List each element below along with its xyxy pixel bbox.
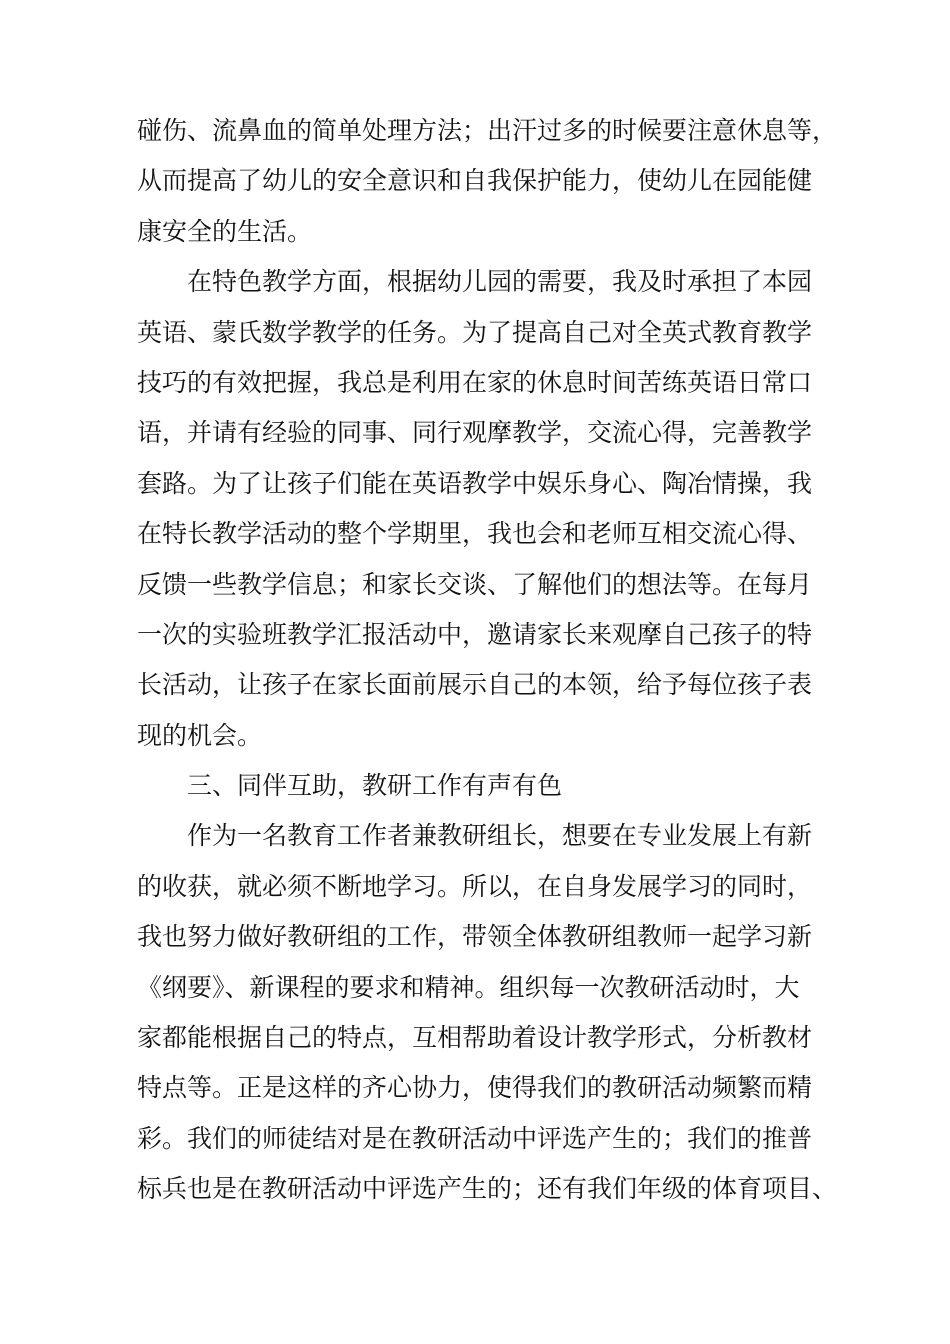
- text-line: 特点等。正是这样的齐心协力，使得我们的教研活动频繁而精: [137, 1073, 813, 1103]
- text-line: 现的机会。: [137, 720, 263, 750]
- text-line: 家都能根据自己的特点，互相帮助着设计教学形式，分析教材: [137, 1023, 813, 1053]
- text-line: 碰伤、流鼻血的简单处理方法；出汗过多的时候要注意休息等，: [137, 116, 838, 145]
- text-line: 语，并请有经验的同事、同行观摩教学，交流心得，完善教学: [137, 418, 813, 448]
- paragraph-start-line: 在特色教学方面，根据幼儿园的需要，我及时承担了本园: [187, 267, 813, 297]
- text-line: 的收获，就必须不断地学习。所以，在自身发展学习的同时，: [137, 871, 813, 901]
- paragraph-start-line: 作为一名教育工作者兼教研组长，想要在专业发展上有新: [187, 821, 813, 851]
- text-line: 在特长教学活动的整个学期里，我也会和老师互相交流心得、: [137, 519, 813, 549]
- text-line: 技巧的有效把握，我总是利用在家的休息时间苦练英语日常口: [137, 367, 813, 397]
- section-heading: 三、同伴互助，教研工作有声有色: [187, 771, 563, 801]
- text-line: 英语、蒙氏数学教学的任务。为了提高自己对全英式教育教学: [137, 317, 813, 347]
- text-line: 《纲要》、新课程的要求和精神。组织每一次教研活动时，大: [137, 972, 800, 1002]
- text-line: 从而提高了幼儿的安全意识和自我保护能力，使幼儿在园能健: [137, 166, 813, 196]
- text-line: 反馈一些教学信息；和家长交谈、了解他们的想法等。在每月: [137, 569, 813, 599]
- text-line: 康安全的生活。: [137, 216, 313, 246]
- text-line: 长活动，让孩子在家长面前展示自己的本领，给予每位孩子表: [137, 670, 813, 700]
- text-line: 彩。我们的师徒结对是在教研活动中评选产生的；我们的推普: [137, 1123, 813, 1153]
- text-line: 套路。为了让孩子们能在英语教学中娱乐身心、陶冶情操，我: [137, 468, 813, 498]
- text-line: 我也努力做好教研组的工作，带领全体教研组教师一起学习新: [137, 922, 813, 952]
- text-line: 标兵也是在教研活动中评选产生的；还有我们年级的体育项目、: [137, 1174, 838, 1204]
- text-line: 一次的实验班教学汇报活动中，邀请家长来观摩自己孩子的特: [137, 619, 813, 649]
- document-body: [137, 106, 857, 1215]
